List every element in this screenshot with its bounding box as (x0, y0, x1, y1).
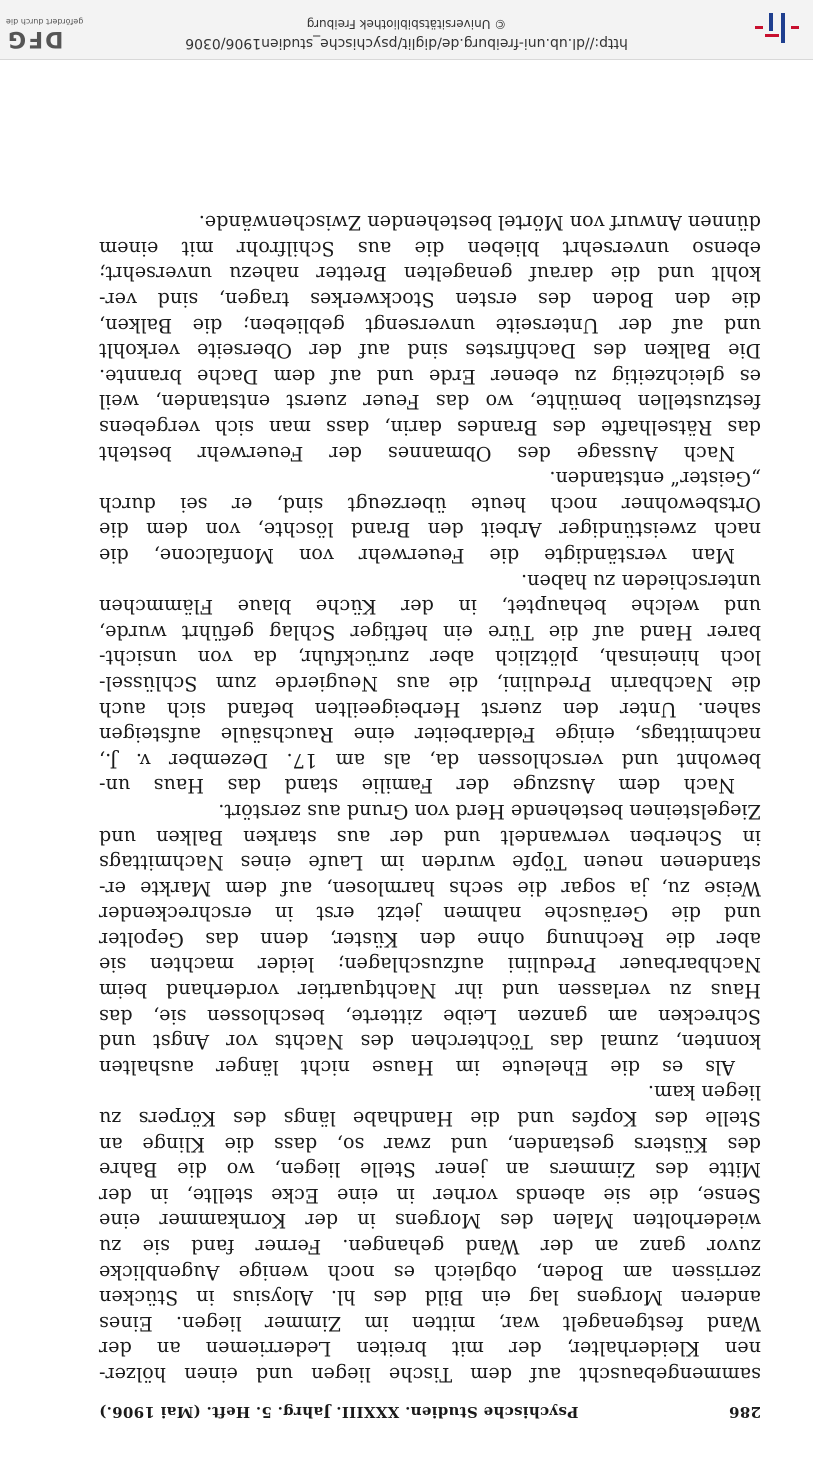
paragraph-5 (99, 210, 761, 466)
text-line: Sense, die sie abends vorher in eine Ecke stellte, in der (99, 1183, 761, 1207)
text-line: Nach Aussage des Obmannes der Feuerwehr besteht (99, 441, 735, 465)
text-line: Stelle des Kopfes und die Handhabe längs des Körpers zu (99, 1107, 761, 1131)
running-title: Psychische Studien. XXXIII. Jahrg. 5. Heft. (Mai 1906.) (99, 1403, 579, 1421)
text-line: dünnen Anwurf von Mörtel bestehenden Zwischenwände. (198, 211, 761, 235)
text-line: Nachbarbauer Predulini aufzuschlagen; leider machten sie (99, 953, 761, 977)
text-line: anderen Morgens lag ein Bild des hl. Aloysius in Stücken (99, 1286, 761, 1310)
text-line: Haus zu verlassen und ihr Nachtquartier vorderhand beim (99, 979, 761, 1003)
text-line: nach zweistündiger Arbeit den Brand löschte, von dem die (99, 518, 761, 542)
text-line: es gleichzeitig zu ebener Erde und auf dem Dache brannte. (99, 364, 761, 388)
dfg-subtitle: gefördert durch die (6, 17, 84, 26)
paragraph-3 (99, 568, 761, 798)
paragraph-2 (99, 798, 761, 1080)
text-line: loch hineinsah, plötzlich aber zurückfuhr, da von unsicht- (99, 646, 761, 670)
text-line: konnten, zumal das Töchterchen des Nachts vor Angst und (99, 1030, 761, 1054)
text-line: ebenso unversehrt blieben die aus Schilfrohr mit einem (99, 236, 761, 260)
paragraph-1 (99, 1080, 761, 1387)
text-line: und welche behauptet, in der Küche blaue Flämmchen (99, 595, 761, 619)
text-line: sammengebauscht auf dem Tische liegen und einen hölzer- (99, 1363, 761, 1386)
text-line: Nach dem Auszuge der Familie stand das Haus un- (99, 774, 735, 798)
text-line: liegen kam. (647, 1081, 761, 1105)
text-line: unterschieden zu haben. (521, 569, 761, 593)
viewer-footer (0, 0, 813, 60)
running-head (99, 1403, 761, 1421)
text-line: Wand festgenagelt war, mitten im Zimmer liegen. Eines (99, 1311, 761, 1335)
text-line: zuvor ganz an der Wand gehangen. Ferner fand sie zu (99, 1235, 761, 1259)
text-line: die den Boden des ersten Stockwerkes tragen, sind ver- (99, 288, 761, 312)
text-line: Ziegelsteinen bestehende Herd von Grund aus zerstört. (218, 799, 761, 823)
text-line: Ortsbewohner noch heute überzeugt sind, er sei durch (99, 492, 761, 516)
text-line: nen Kleiderhalter, der mit breiten Lederriemen an der (99, 1337, 761, 1361)
text-line: die Nachbarin Predulini, die aus Neugierde zum Schlüssel- (99, 671, 761, 695)
document-page (99, 210, 761, 1421)
permalink-url[interactable]: http://dl.ub.uni-freiburg.de/diglit/psychische_studien1906/0306 (185, 35, 628, 51)
text-line: Die Balken des Dachfirstes sind auf der Oberseite verkohlt (99, 339, 761, 363)
text-line: festzustellen bemühte, wo das Feuer zuerst entstanden, weil (99, 390, 761, 414)
text-line: Mitte des Zimmers an jener Stelle liegen, wo die Bahre (99, 1158, 761, 1182)
text-line: Als es die Eheleute im Hause nicht länger aushalten (99, 1055, 735, 1079)
text-line: standenen neuen Töpfe wurden im Laufe eines Nachmittags (99, 851, 761, 875)
body-text (99, 210, 761, 1387)
text-line: aber die Rechnung ohne den Küster, denn das Gepolter (99, 927, 761, 951)
text-line: kohlt und die darauf genagelten Bretter nahezu unversehrt; (99, 262, 761, 286)
dfg-mark: DFG (6, 26, 64, 51)
dfg-logo (6, 17, 92, 51)
text-line: und die Geräusche nahmen jetzt erst in erschreckender (99, 902, 761, 926)
footer-info (0, 17, 813, 51)
text-line: Man verständigte die Feuerwehr von Monfalcone, die (99, 544, 735, 567)
text-line: bewohnt und verschlossen da, als am 17. Dezember v. J., (99, 748, 761, 772)
text-line: sahen. Unter den zuerst Herbeigeeilten befand sich auch (99, 697, 761, 721)
text-line: und auf der Unterseite unversengt geblieben; die Balken, (99, 313, 761, 337)
text-line: „Geister“ entstanden. (549, 467, 761, 491)
text-line: nachmittags, einige Feldarbeiter eine Rauchsäule aufsteigen (99, 723, 761, 747)
text-line: Schrecken am ganzen Leibe zitterte, beschlossen sie, das (99, 1004, 761, 1028)
text-line: zerrissen am Boden, obgleich es noch wenige Augenblicke (99, 1260, 761, 1284)
paragraph-4 (99, 466, 761, 568)
text-line: des Küsters gestanden, und zwar so, dass die Klinge an (99, 1132, 761, 1156)
text-line: wiederholten Malen des Morgens in der Kornkammer eine (99, 1209, 761, 1233)
copyright-notice: © Universitätsbibliothek Freiburg (306, 17, 507, 31)
text-line: barer Hand auf die Türe ein heftiger Schlag geführt wurde, (99, 620, 761, 644)
text-line: in Scherben verwandelt und der aus starken Balken und (99, 825, 761, 849)
text-line: Weise zu, ja sogar die sechs harmlosen, auf dem Markte er- (99, 876, 761, 900)
page-number: 286 (728, 1403, 761, 1421)
text-line: das Rätselhafte des Brandes darin, dass man sich vergebens (99, 416, 761, 440)
